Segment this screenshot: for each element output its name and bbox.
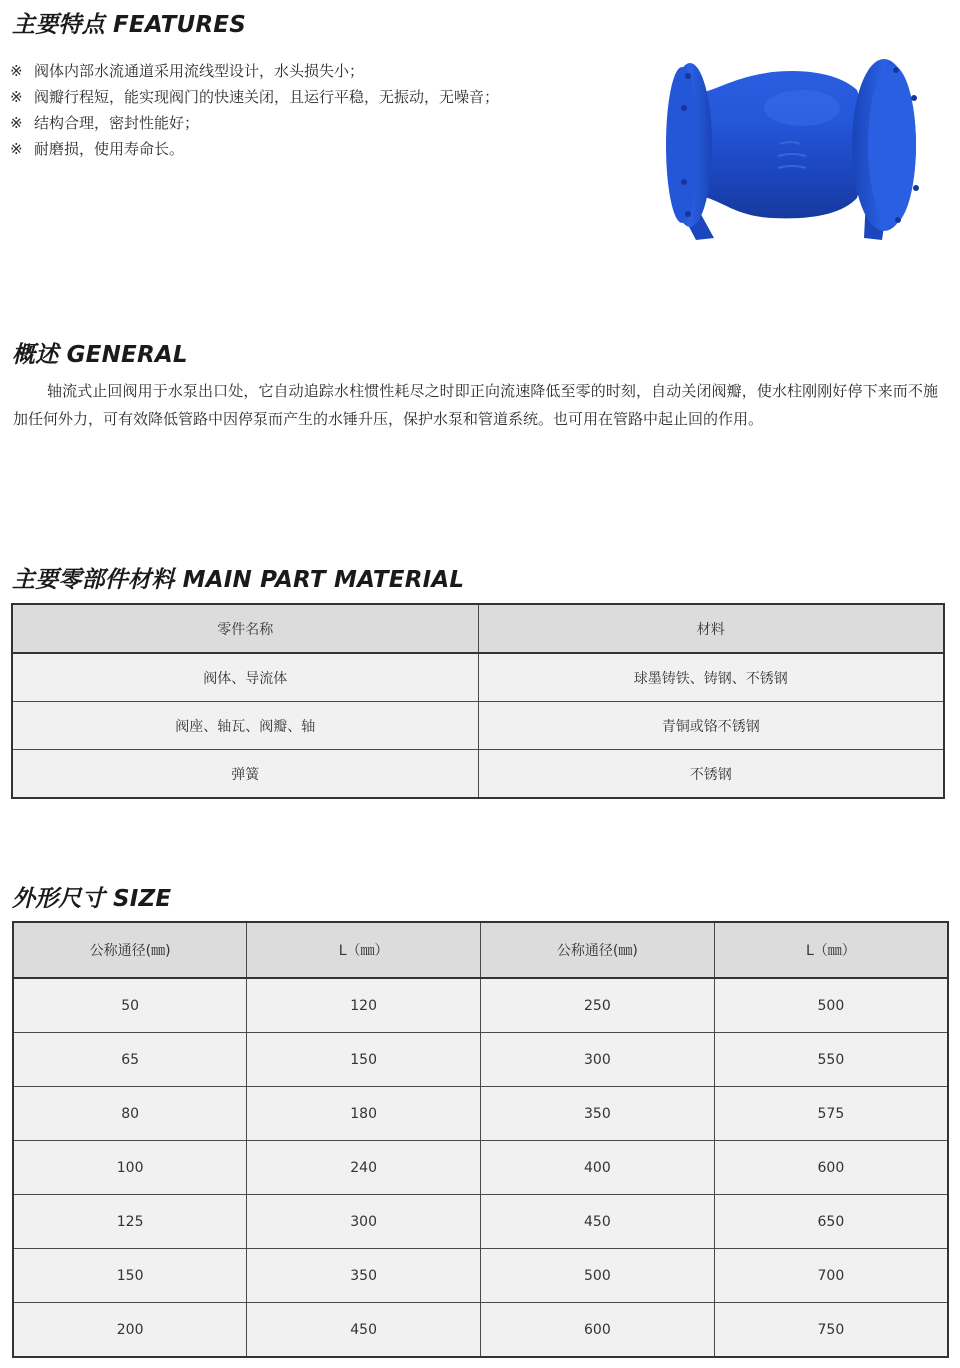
table-row: [13, 1033, 948, 1087]
reference-mark-icon: ※: [10, 88, 23, 106]
size-cell: 350: [481, 1087, 715, 1141]
features-heading: 主要特点 FEATURES: [12, 12, 246, 38]
size-cell: 80: [13, 1087, 247, 1141]
size-cell: 750: [714, 1303, 948, 1358]
size-cell: 700: [714, 1249, 948, 1303]
size-cell: 300: [481, 1033, 715, 1087]
size-cell: 240: [247, 1141, 481, 1195]
column-header: 零件名称: [12, 604, 478, 653]
size-cell: 250: [481, 978, 715, 1033]
size-cell: 550: [714, 1033, 948, 1087]
size-cell: 65: [13, 1033, 247, 1087]
material-cell: 青铜或铬不锈钢: [478, 702, 944, 750]
table-row: [13, 978, 948, 1033]
column-header: L（㎜）: [247, 922, 481, 978]
table-row: [12, 653, 944, 702]
size-cell: 100: [13, 1141, 247, 1195]
table-row: [13, 1087, 948, 1141]
size-cell: 200: [13, 1303, 247, 1358]
size-cell: 125: [13, 1195, 247, 1249]
material-heading: 主要零部件材料 MAIN PART MATERIAL: [12, 567, 465, 593]
column-header: 公称通径(㎜): [13, 922, 247, 978]
table-row: [13, 1195, 948, 1249]
reference-mark-icon: ※: [10, 114, 23, 132]
size-cell: 120: [247, 978, 481, 1033]
size-cell: 600: [714, 1141, 948, 1195]
features-list: [10, 58, 610, 162]
material-cell: 不锈钢: [478, 750, 944, 799]
size-cell: 600: [481, 1303, 715, 1358]
column-header: L（㎜）: [714, 922, 948, 978]
size-cell: 500: [714, 978, 948, 1033]
table-row: [13, 1303, 948, 1358]
axial-flow-check-valve-icon: [652, 48, 932, 246]
table-row: [12, 750, 944, 799]
size-cell: 450: [247, 1303, 481, 1358]
size-heading: 外形尺寸 SIZE: [12, 886, 172, 912]
part-name-cell: 阀座、轴瓦、阀瓣、轴: [12, 702, 478, 750]
feature-item: [10, 84, 610, 110]
material-table: [11, 603, 945, 799]
table-header-row: [12, 604, 944, 653]
table-row: [12, 702, 944, 750]
table-row: [13, 1141, 948, 1195]
column-header: 公称通径(㎜): [481, 922, 715, 978]
size-cell: 400: [481, 1141, 715, 1195]
part-name-cell: 弹簧: [12, 750, 478, 799]
feature-text: 耐磨损，使用寿命长。: [34, 140, 185, 158]
material-cell: 球墨铸铁、铸钢、不锈钢: [478, 653, 944, 702]
table-row: [13, 1249, 948, 1303]
size-cell: 450: [481, 1195, 715, 1249]
column-header: 材料: [478, 604, 944, 653]
part-name-cell: 阀体、导流体: [12, 653, 478, 702]
table-header-row: [13, 922, 948, 978]
general-description: 轴流式止回阀用于水泵出口处，它自动追踪水柱惯性耗尽之时即正向流速降低至零的时刻，自动关闭阀瓣，使水柱刚刚好停下来而不施加任何外力，可有效降低管路中因停泵而产生的水锤升压，保护水泵和管道系统。也可用在管路中起止回的作用。: [13, 382, 938, 428]
size-cell: 350: [247, 1249, 481, 1303]
feature-text: 阀体内部水流通道采用流线型设计，水头损失小；: [34, 62, 365, 80]
feature-text: 阀瓣行程短，能实现阀门的快速关闭，且运行平稳，无振动，无噪音；: [34, 88, 500, 106]
size-cell: 150: [247, 1033, 481, 1087]
size-cell: 300: [247, 1195, 481, 1249]
feature-item: [10, 110, 610, 136]
feature-text: 结构合理，密封性能好；: [34, 114, 200, 132]
size-cell: 180: [247, 1087, 481, 1141]
size-cell: 650: [714, 1195, 948, 1249]
general-heading: 概述 GENERAL: [12, 342, 188, 368]
size-cell: 500: [481, 1249, 715, 1303]
size-cell: 50: [13, 978, 247, 1033]
size-cell: 150: [13, 1249, 247, 1303]
feature-item: [10, 58, 610, 84]
size-table: [12, 921, 949, 1358]
size-cell: 575: [714, 1087, 948, 1141]
reference-mark-icon: ※: [10, 62, 23, 80]
feature-item: [10, 136, 610, 162]
reference-mark-icon: ※: [10, 140, 23, 158]
